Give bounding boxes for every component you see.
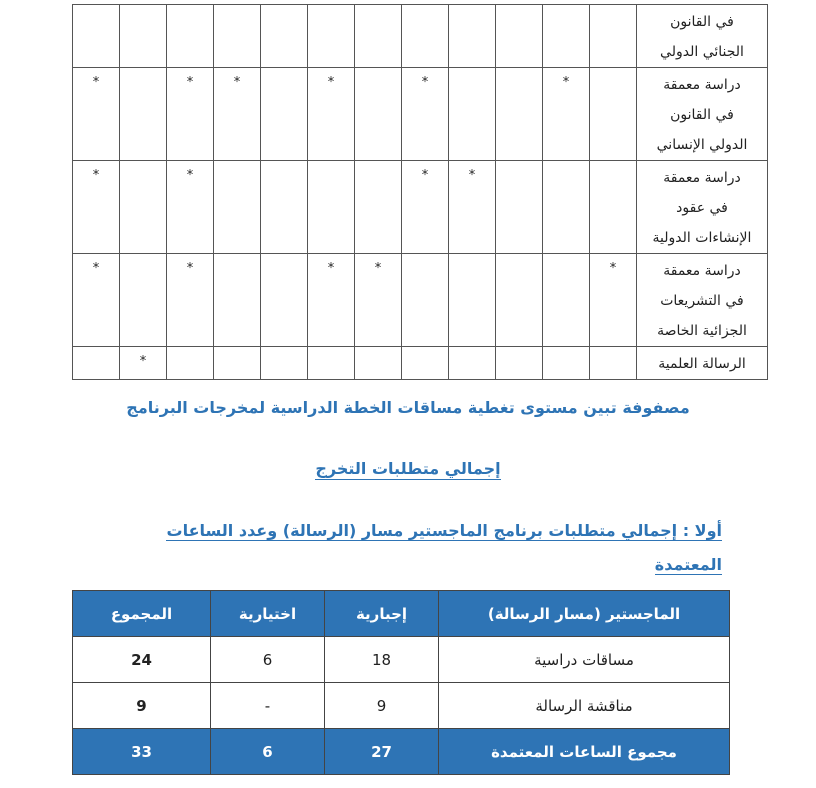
outcome-cell bbox=[214, 5, 261, 68]
coverage-mark bbox=[308, 161, 354, 169]
outcome-cell bbox=[449, 161, 496, 254]
summary-header-row bbox=[73, 591, 730, 637]
total-hours: 24 bbox=[73, 637, 211, 683]
outcome-cell bbox=[543, 161, 590, 254]
outcome-cell bbox=[449, 5, 496, 68]
course-name-line: الإنشاءات الدولية bbox=[652, 230, 752, 246]
coverage-mark bbox=[214, 347, 260, 355]
outcome-cell bbox=[214, 347, 261, 380]
total-hours: 9 bbox=[73, 683, 211, 729]
coverage-mark bbox=[261, 254, 307, 262]
coverage-mark bbox=[449, 254, 495, 262]
coverage-mark bbox=[543, 5, 589, 13]
outcome-cell bbox=[449, 254, 496, 347]
coverage-mark bbox=[261, 161, 307, 169]
coverage-mark: * bbox=[92, 261, 100, 276]
outcome-cell bbox=[261, 161, 308, 254]
coverage-mark bbox=[355, 68, 401, 76]
coverage-mark: * bbox=[327, 75, 335, 90]
coverage-mark: * bbox=[233, 75, 241, 90]
course-name-cell bbox=[637, 254, 768, 347]
coverage-mark: * bbox=[186, 261, 194, 276]
coverage-mark bbox=[167, 5, 213, 13]
outcome-cell bbox=[261, 5, 308, 68]
summary-total-row bbox=[73, 729, 730, 775]
coverage-mark bbox=[590, 5, 636, 13]
outcome-cell bbox=[590, 68, 637, 161]
outcome-cell bbox=[402, 68, 449, 161]
coverage-mark bbox=[355, 161, 401, 169]
coverage-mark: * bbox=[186, 75, 194, 90]
coverage-mark bbox=[261, 68, 307, 76]
outcome-cell bbox=[308, 347, 355, 380]
course-name-line: في القانون bbox=[670, 14, 734, 30]
coverage-mark bbox=[120, 68, 166, 76]
outcome-cell bbox=[167, 68, 214, 161]
course-name-cell bbox=[637, 5, 768, 68]
coverage-mark bbox=[73, 5, 119, 13]
outcomes-matrix-table bbox=[72, 4, 768, 380]
coverage-mark bbox=[590, 68, 636, 76]
mandatory-hours: 9 bbox=[325, 683, 439, 729]
coverage-mark bbox=[214, 254, 260, 262]
outcome-cell bbox=[449, 68, 496, 161]
graduation-requirements-title: إجمالي متطلبات التخرج bbox=[315, 459, 501, 478]
matrix-row bbox=[73, 347, 768, 380]
coverage-mark bbox=[496, 347, 542, 355]
matrix-row bbox=[73, 5, 768, 68]
course-name-line: دراسة معمقة bbox=[663, 170, 741, 186]
coverage-mark bbox=[120, 161, 166, 169]
coverage-mark bbox=[449, 347, 495, 355]
outcome-cell bbox=[167, 161, 214, 254]
header-elective: اختيارية bbox=[211, 591, 325, 637]
outcome-cell bbox=[308, 161, 355, 254]
outcome-cell bbox=[120, 161, 167, 254]
outcome-cell bbox=[496, 161, 543, 254]
outcome-cell bbox=[214, 161, 261, 254]
coverage-mark: * bbox=[92, 168, 100, 183]
coverage-mark: * bbox=[468, 168, 476, 183]
coverage-mark: * bbox=[92, 75, 100, 90]
row-label: مناقشة الرسالة bbox=[439, 683, 730, 729]
outcome-cell bbox=[73, 161, 120, 254]
section-heading: أولا : إجمالي متطلبات برنامج الماجستير مسار (الرسالة) وعدد الساعات المعتمدة bbox=[166, 521, 722, 574]
course-name-cell bbox=[637, 161, 768, 254]
elective-hours: - bbox=[211, 683, 325, 729]
coverage-mark bbox=[543, 161, 589, 169]
course-name-line: الجزائية الخاصة bbox=[657, 323, 747, 339]
outcome-cell bbox=[167, 347, 214, 380]
outcome-cell bbox=[402, 161, 449, 254]
coverage-mark bbox=[402, 254, 448, 262]
outcome-cell bbox=[261, 347, 308, 380]
coverage-mark bbox=[449, 5, 495, 13]
outcome-cell bbox=[590, 347, 637, 380]
outcome-cell bbox=[590, 254, 637, 347]
outcome-cell bbox=[543, 347, 590, 380]
outcome-cell bbox=[120, 347, 167, 380]
outcome-cell bbox=[167, 254, 214, 347]
outcome-cell bbox=[308, 5, 355, 68]
course-name-line: دراسة معمقة bbox=[663, 77, 741, 93]
coverage-mark bbox=[308, 347, 354, 355]
coverage-mark: * bbox=[374, 261, 382, 276]
outcome-cell bbox=[543, 68, 590, 161]
course-name-line: الدولي الإنساني bbox=[656, 137, 748, 153]
requirements-summary-table bbox=[72, 590, 730, 775]
coverage-mark bbox=[449, 68, 495, 76]
outcome-cell bbox=[402, 254, 449, 347]
outcome-cell bbox=[449, 347, 496, 380]
outcome-cell bbox=[496, 68, 543, 161]
outcome-cell bbox=[402, 347, 449, 380]
outcome-cell bbox=[543, 254, 590, 347]
coverage-mark: * bbox=[421, 168, 429, 183]
coverage-mark bbox=[496, 68, 542, 76]
outcome-cell bbox=[355, 254, 402, 347]
coverage-mark bbox=[261, 347, 307, 355]
outcome-cell bbox=[73, 254, 120, 347]
outcome-cell bbox=[308, 68, 355, 161]
outcome-cell bbox=[120, 5, 167, 68]
matrix-row bbox=[73, 161, 768, 254]
course-name-line: الرسالة العلمية bbox=[658, 356, 746, 372]
coverage-mark: * bbox=[421, 75, 429, 90]
coverage-mark bbox=[496, 161, 542, 169]
coverage-mark bbox=[355, 5, 401, 13]
coverage-mark: * bbox=[327, 261, 335, 276]
outcome-cell bbox=[73, 347, 120, 380]
coverage-mark bbox=[496, 5, 542, 13]
matrix-caption: مصفوفة تبين مستوى تغطية مساقات الخطة الدراسية لمخرجات البرنامج bbox=[126, 398, 690, 417]
course-name-line: في عقود bbox=[676, 200, 728, 216]
coverage-mark bbox=[214, 5, 260, 13]
outcome-cell bbox=[355, 347, 402, 380]
course-name-line: في القانون bbox=[670, 107, 734, 123]
outcome-cell bbox=[167, 5, 214, 68]
course-name-line: الجنائي الدولي bbox=[660, 44, 744, 60]
outcome-cell bbox=[355, 161, 402, 254]
grand-total: 33 bbox=[73, 729, 211, 775]
header-mandatory: إجبارية bbox=[325, 591, 439, 637]
matrix-row bbox=[73, 68, 768, 161]
coverage-mark bbox=[120, 254, 166, 262]
outcome-cell bbox=[308, 254, 355, 347]
outcome-cell bbox=[214, 68, 261, 161]
coverage-mark bbox=[543, 347, 589, 355]
coverage-mark: * bbox=[562, 75, 570, 90]
coverage-mark bbox=[214, 161, 260, 169]
outcome-cell bbox=[120, 254, 167, 347]
course-name-line: دراسة معمقة bbox=[663, 263, 741, 279]
coverage-mark bbox=[590, 161, 636, 169]
coverage-mark bbox=[543, 254, 589, 262]
coverage-mark bbox=[496, 254, 542, 262]
outcome-cell bbox=[73, 68, 120, 161]
outcome-cell bbox=[590, 5, 637, 68]
matrix-row bbox=[73, 254, 768, 347]
course-name-cell bbox=[637, 347, 768, 380]
coverage-mark bbox=[355, 347, 401, 355]
coverage-mark bbox=[120, 5, 166, 13]
outcome-cell bbox=[214, 254, 261, 347]
coverage-mark bbox=[590, 347, 636, 355]
outcome-cell bbox=[590, 161, 637, 254]
outcome-cell bbox=[355, 68, 402, 161]
outcome-cell bbox=[73, 5, 120, 68]
outcome-cell bbox=[496, 5, 543, 68]
coverage-mark bbox=[261, 5, 307, 13]
outcome-cell bbox=[402, 5, 449, 68]
elective-hours: 6 bbox=[211, 637, 325, 683]
course-name-cell bbox=[637, 68, 768, 161]
coverage-mark: * bbox=[609, 261, 617, 276]
coverage-mark bbox=[73, 347, 119, 355]
total-label: مجموع الساعات المعتمدة bbox=[439, 729, 730, 775]
outcome-cell bbox=[355, 5, 402, 68]
total-mandatory: 27 bbox=[325, 729, 439, 775]
outcome-cell bbox=[543, 5, 590, 68]
outcome-cell bbox=[120, 68, 167, 161]
header-track: الماجستير (مسار الرسالة) bbox=[439, 591, 730, 637]
coverage-mark bbox=[167, 347, 213, 355]
coverage-mark: * bbox=[139, 354, 147, 369]
mandatory-hours: 18 bbox=[325, 637, 439, 683]
coverage-mark bbox=[402, 347, 448, 355]
summary-row-thesis bbox=[73, 683, 730, 729]
outcome-cell bbox=[261, 254, 308, 347]
coverage-mark: * bbox=[186, 168, 194, 183]
row-label: مساقات دراسية bbox=[439, 637, 730, 683]
coverage-mark bbox=[308, 5, 354, 13]
total-elective: 6 bbox=[211, 729, 325, 775]
coverage-mark bbox=[402, 5, 448, 13]
header-total: المجموع bbox=[73, 591, 211, 637]
summary-row-courses bbox=[73, 637, 730, 683]
outcome-cell bbox=[496, 347, 543, 380]
outcome-cell bbox=[496, 254, 543, 347]
course-name-line: في التشريعات bbox=[660, 293, 744, 309]
outcome-cell bbox=[261, 68, 308, 161]
